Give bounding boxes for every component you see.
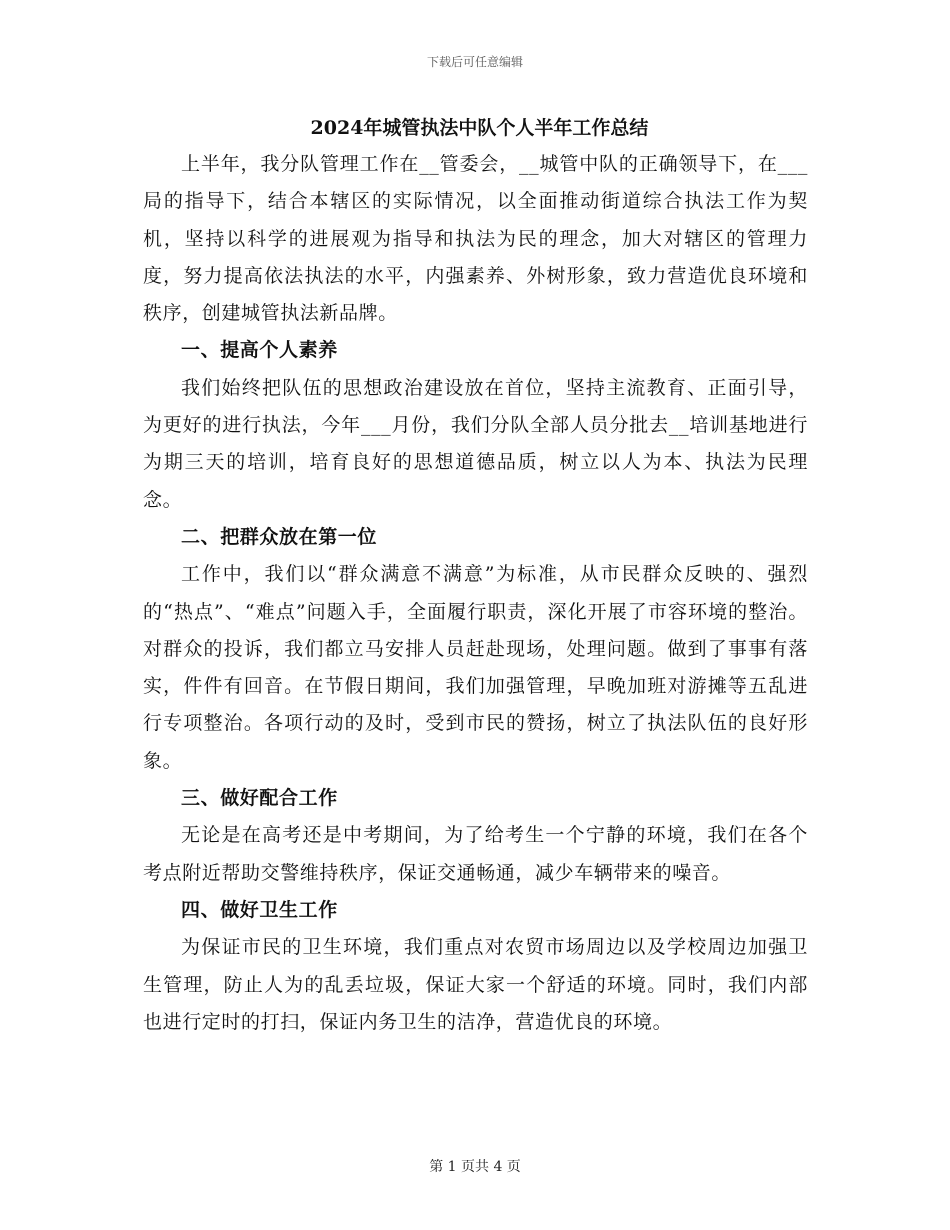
document-body: [143, 110, 808, 1041]
section-heading-1: 一、提高个人素养: [181, 339, 338, 362]
page-footer-number: 第 1 页共 4 页: [429, 1159, 521, 1175]
document-title: 2024年城管执法中队个人半年工作总结: [310, 117, 649, 139]
section-body-4: 为保证市民的卫生环境，我们重点对农贸市场周边以及学校周边加强卫生管理，防止人为的乱丢垃圾，保证大家一个舒适的环境。同时，我们内部也进行定时的打扫，保证内务卫生的洁净，营造优良的环境。: [143, 936, 808, 1033]
section-body-1: 我们始终把队伍的思想政治建设放在首位，坚持主流教育、正面引导，为更好的进行执法，今年___月份，我们分队全部人员分批去__培训基地进行为期三天的培训，培育良好的思想道德品质，树立以人为本、执法为民理念。: [143, 376, 808, 511]
section-heading-4: 四、做好卫生工作: [181, 898, 338, 921]
section-body-2: 工作中，我们以“群众满意不满意”为标准，从市民群众反映的、强烈的“热点”、“难点”问题入手，全面履行职责，深化开展了市容环境的整治。对群众的投诉，我们都立马安排人员赶赴现场，处理问题。做到了事事有落实，件件有回音。在节假日期间，我们加强管理，早晚加班对游摊等五乱进行专项整治。各项行动的及时，受到市民的赞扬，树立了执法队伍的良好形象。: [143, 563, 808, 772]
section-body-3: 无论是在高考还是中考期间，为了给考生一个宁静的环境，我们在各个考点附近帮助交警维持秩序，保证交通畅通，减少车辆带来的噪音。: [143, 824, 808, 884]
section-heading-2: 二、把群众放在第一位: [181, 525, 378, 548]
page-header-note: 下载后可任意编辑: [426, 55, 523, 69]
intro-paragraph: 上半年，我分队管理工作在__管委会，__城管中队的正确领导下，在___局的指导下，结合本辖区的实际情况，以全面推动街道综合执法工作为契机，坚持以科学的进展观为指导和执法为民的理念，加大对辖区的管理力度，努力提高依法执法的水平，内强素养、外树形象，致力营造优良环境和秩序，创建城管执法新品牌。: [143, 153, 808, 325]
section-heading-3: 三、做好配合工作: [181, 787, 338, 810]
